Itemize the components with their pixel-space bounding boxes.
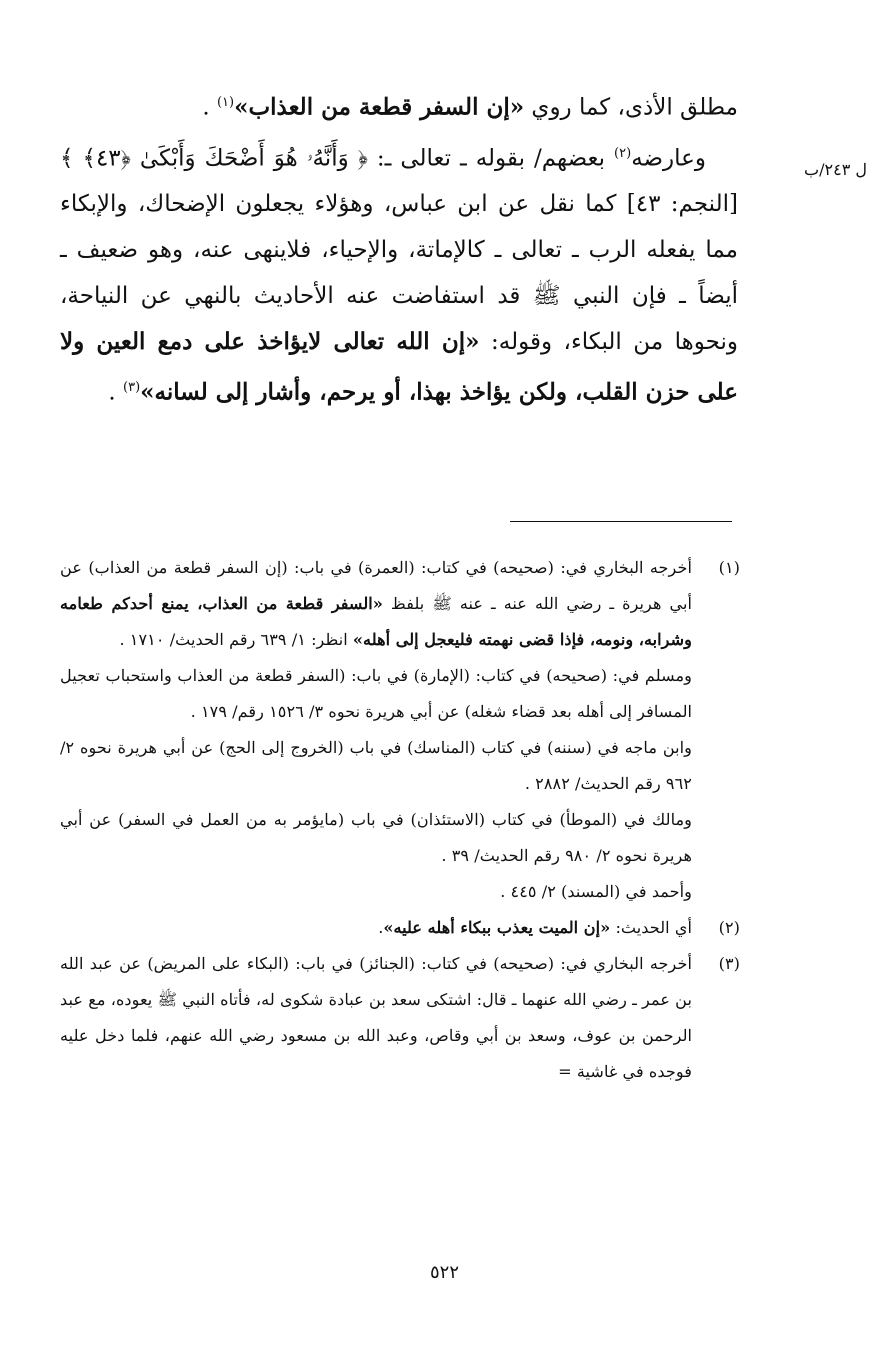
footnote [60,910,740,946]
footnote [60,550,740,910]
footnote-paragraph [60,946,692,1090]
body-paragraph [60,131,738,416]
footnote-text: وابن ماجه في (سننه) في كتاب (المناسك) في باب (الخروج إلى الحج) عن أبي هريرة نحوه ٢/ ٩٦٢ رقم الحديث/ ٢٨٨٢ . [60,738,692,793]
footnote-paragraph [60,874,692,910]
body-text-run: . [108,379,124,406]
hadith-quote: «إن الله تعالى لايؤاخذ على دمع العين ولا على حزن القلب، ولكن يؤاخذ بهذا، أو يرحم، وأشار إلى لسانه» [60,328,738,406]
main-text [60,80,738,416]
body-text-run: . [202,94,217,121]
footnote-separator [510,521,732,522]
footnote-body [60,910,692,946]
body-text-run: مطلق الأذى، كما روي [524,94,738,121]
body-text-run: بعضهم/ بقوله ـ تعالى ـ: ﴿ وَأَنَّهُۥ هُوَ أَضْحَكَ وَأَبْكَىٰ ﴿٤٣﴾ ﴾ [النجم: ٤٣] كما نقل عن ابن عباس، وهؤلاء يجعلون الإضحاك، والإبكاء مما يفعله الرب ـ تعالى ـ كالإماتة، والإحياء، فلاينهى عنه، وهو ضعيف ـ أيضاً ـ فإن النبي ﷺ قد استفاضت عنه الأحاديث بالنهي عن النياحة، ونحوها من البكاء، وقوله: [60,145,738,356]
footnote-paragraph [60,658,692,730]
hadith-quote: «السفر قطعة من العذاب، يمنع أحدكم طعامه وشرابه، ونومه، فإذا قضى نهمته فليعجل إلى أهله» [60,594,692,649]
footnote [60,946,740,1090]
footnote-marker[interactable]: (١) [216,95,235,110]
footnote-marker[interactable]: (٣) [123,380,141,396]
footnote-marker[interactable]: (٢) [614,145,632,161]
footnote-number: (٣) [718,954,740,973]
footnote-paragraph [60,730,692,802]
footnote-text: ومسلم في: (صحيحه) في كتاب: (الإمارة) في باب: (السفر قطعة من العذاب واستحباب تعجيل المسافر إلى أهله بعد قضاء شغله) عن أبي هريرة نحوه ٣/ ١٥٢٦ رقم/ ١٧٩ . [60,666,692,721]
footnotes [60,550,740,1090]
footnote-text: انظر: ١/ ٦٣٩ رقم الحديث/ ١٧١٠ . [119,630,353,649]
footnote-number: (٢) [718,918,740,937]
footnote-text: أي الحديث: [610,918,692,937]
footnote-number: (١) [718,558,740,577]
footnote-paragraph [60,802,692,874]
body-text-run: وعارضه [631,145,706,172]
footnote-text: أخرجه البخاري في: (صحيحه) في كتاب: (الجنائز) في باب: (البكاء على المريض) عن عبد الله بن عمر ـ رضي الله عنهما ـ قال: اشتكى سعد بن عبادة شكوى له، فأتاه النبي ﷺ يعوده، مع عبد الرحمن بن عوف، وسعد بن أبي وقاص، وعبد الله بن مسعود رضي الله عنهم، فلما دخل عليه فوجده في غاشية = [60,954,692,1081]
hadith-quote: «إن السفر قطعة من العذاب» [234,93,525,121]
footnote-text: ومالك في (الموطأ) في كتاب (الاستئذان) في باب (مايؤمر به من العمل في السفر) عن أبي هريرة نحوه ٢/ ٩٨٠ رقم الحديث/ ٣٩ . [60,810,692,865]
footnote-paragraph [60,910,692,946]
footnote-paragraph [60,550,692,658]
footnote-text: وأحمد في (المسند) ٢/ ٤٤٥ . [500,882,692,901]
page-number: ٥٢٢ [429,1262,459,1283]
body-paragraph [60,80,738,131]
footnote-text: . [378,918,384,937]
footnote-text: أخرجه البخاري في: (صحيحه) في كتاب: (العمرة) في باب: (إن السفر قطعة من العذاب) عن أبي هريرة ـ رضي الله عنه ـ عنه ﷺ بلفظ [60,558,692,613]
manuscript-folio-reference: ل ٢٤٣/ب [804,160,867,179]
hadith-quote: «إن الميت يعذب ببكاء أهله عليه» [383,918,611,937]
footnote-body [60,550,692,910]
footnote-body [60,946,692,1090]
